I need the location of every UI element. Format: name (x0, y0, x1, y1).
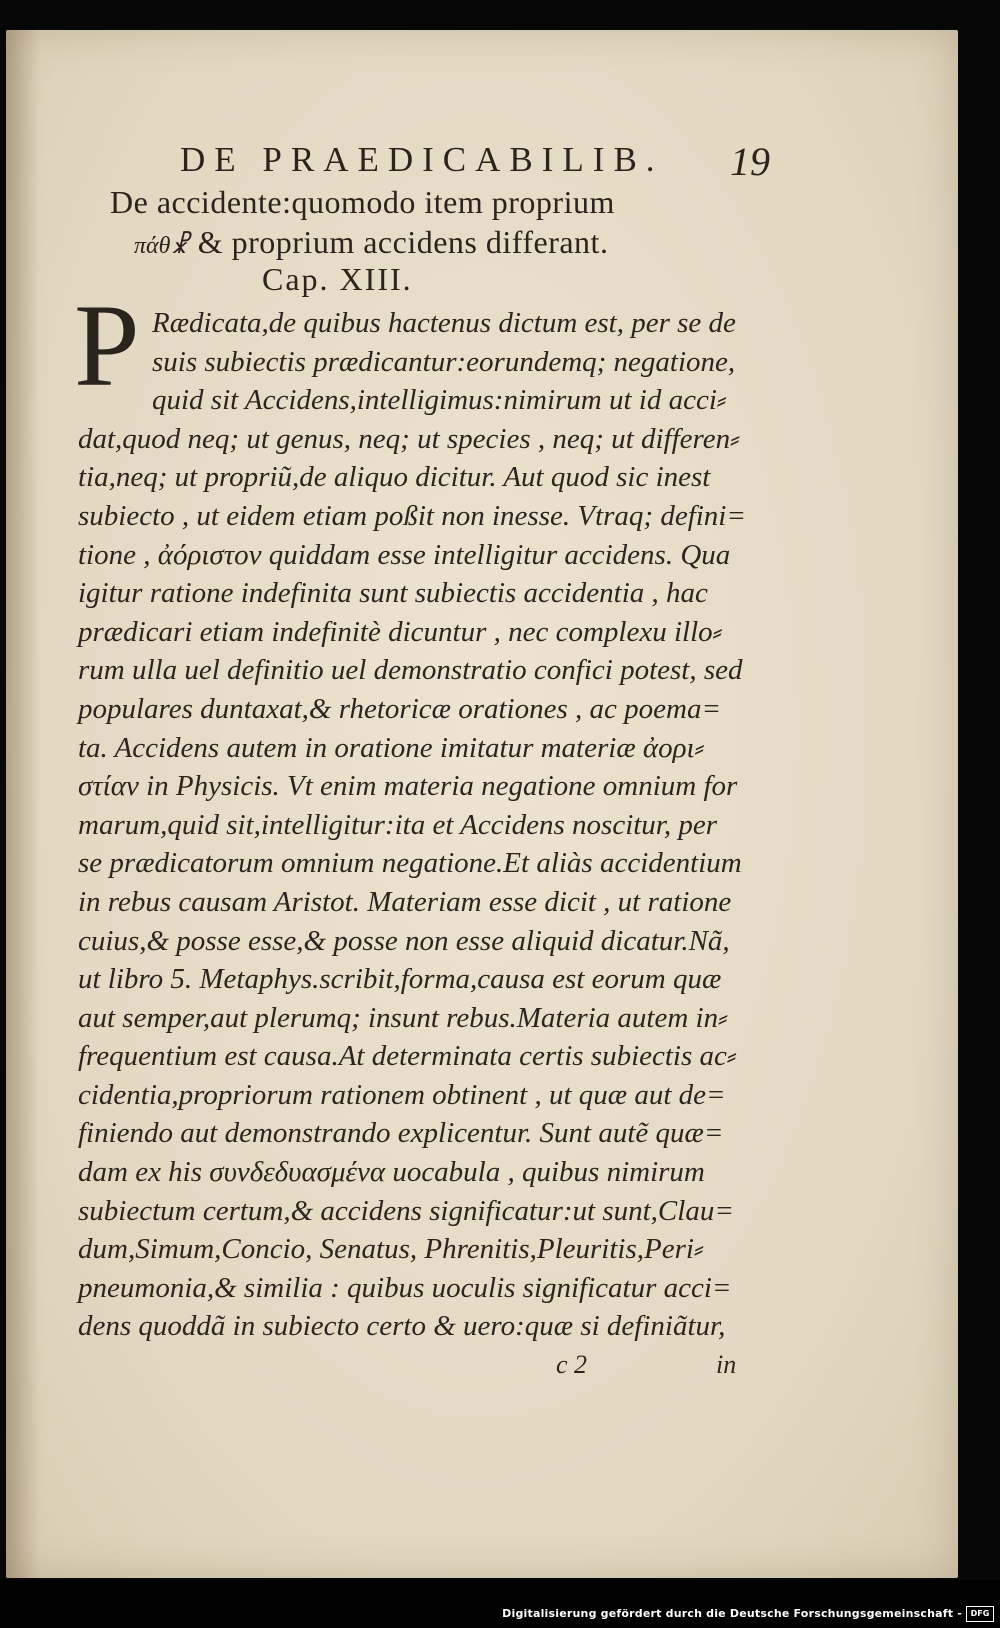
title-line-2 (110, 222, 750, 266)
text-line: subiectum certum,& accidens significatur:ut sunt,Clau= (78, 1194, 734, 1227)
text-line: quid sit Accidens,intelligimus:nimirum ut id acci⸗ (152, 384, 727, 417)
text-line: suis subiectis prædicantur:eorundemq; negatione, (152, 345, 736, 378)
page-header (180, 140, 770, 184)
signature-mark: c 2 (556, 1350, 588, 1379)
catchword: in (716, 1350, 737, 1379)
running-head: DE PRAEDICABILIB. (180, 140, 664, 179)
text-line: aut semper,aut plerumq; insunt rebus.Materia autem in⸗ (78, 1001, 728, 1034)
text-line: rum ulla uel definitio uel demonstratio confici potest, sed (78, 654, 743, 687)
text-line: tione , ἀόριστον quiddam esse intelligitur accidens. Qua (78, 538, 731, 571)
text-line: prædicari etiam indefinitè dicuntur , nec complexu illo⸗ (78, 615, 723, 648)
text-line: cuius,& posse esse,& posse non esse aliquid dicatur.Nã, (78, 924, 730, 957)
text-line: ta. Accidens autem in oratione imitatur materiæ ἀορι⸗ (78, 731, 705, 764)
text-line: ut libro 5. Metaphys.scribit,forma,causa est eorum quæ (78, 963, 722, 996)
page-number: 19 (730, 139, 770, 184)
text-line: in rebus causam Aristot. Materiam esse dicit , ut ratione (78, 885, 732, 918)
text-line: igitur ratione indefinita sunt subiectis accidentia , hac (78, 577, 708, 610)
text-line: subiecto , ut eidem etiam poßit non inesse. Vtraq; defini= (78, 499, 746, 532)
text-line: frequentium est causa.At determinata certis subiectis ac⸗ (78, 1040, 737, 1073)
text-line: populares duntaxat,& rhetoricæ orationes , ac poema= (78, 692, 722, 725)
title-greek-word: πάθ☧ (134, 233, 190, 259)
text-line: dat,quod neq; ut genus, neq; ut species , neq; ut differen⸗ (78, 422, 740, 455)
chapter-number: Cap. XIII. (262, 261, 413, 297)
text-line: dens quoddã in subiecto certo & uero:quæ si definiãtur, (78, 1310, 726, 1343)
text-line: στίαν in Physicis. Vt enim materia negatione omnium for (78, 770, 738, 803)
text-line: finiendo aut demonstrando explicentur. Sunt autẽ quæ= (78, 1117, 724, 1150)
digitization-credit: Digitalisierung gefördert durch die Deutsche Forschungsgemeinschaft - (502, 1607, 962, 1620)
text-line: dam ex his συνδεδυασμένα uocabula , quibus nimirum (78, 1156, 705, 1189)
body-text (78, 304, 768, 1346)
drop-cap-initial: P (74, 280, 140, 411)
text-line: cidentia,propriorum rationem obtinent , ut quæ aut de= (78, 1078, 726, 1111)
text-line: dum,Simum,Concio, Senatus, Phrenitis,Pleuritis,Peri⸗ (78, 1233, 704, 1266)
chapter-title (110, 182, 750, 266)
text-line: marum,quid sit,intelligitur:ita et Accidens noscitur, per (78, 808, 718, 841)
dfg-logo: DFG (966, 1606, 994, 1622)
text-line: Rædicata,de quibus hactenus dictum est, per se de (152, 307, 736, 339)
title-line-2-text: & proprium accidens differant. (189, 224, 609, 260)
text-line: tia,neq; ut propriũ,de aliquo dicitur. Aut quod sic inest (78, 461, 711, 494)
text-line: pneumonia,& similia : quibus uoculis significatur acci= (78, 1271, 732, 1304)
text-line: se prædicatorum omnium negatione.Et aliàs accidentium (78, 847, 742, 880)
title-line-1: De accidente:quomodo item proprium (110, 184, 615, 220)
